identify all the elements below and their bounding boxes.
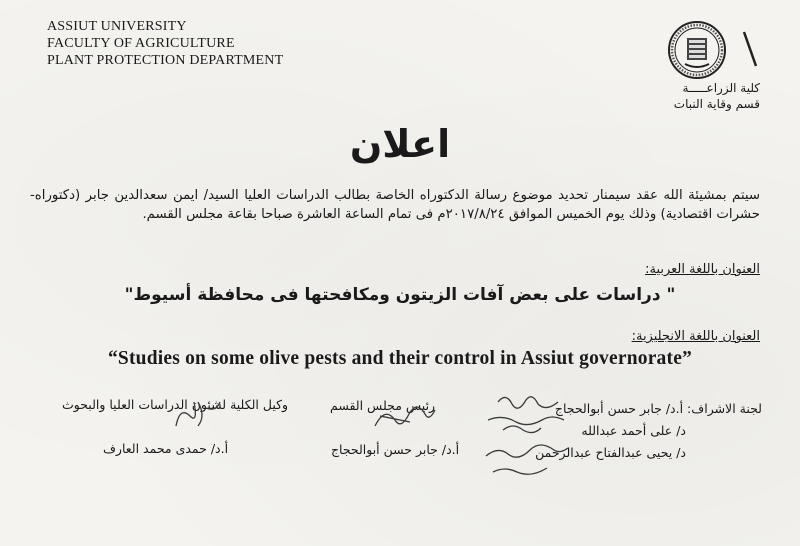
pen-mark-icon xyxy=(740,30,760,70)
supervisor-2: د/ على أحمد عبدالله xyxy=(581,423,686,438)
vice-dean-signature xyxy=(168,396,228,436)
arabic-faculty-name: كلية الزراعـــــة xyxy=(682,81,760,95)
arabic-letterhead xyxy=(674,80,760,112)
arabic-title-label: العنوان باللغة العربية: xyxy=(645,262,760,277)
supervision-label: لجنة الاشراف: xyxy=(687,401,762,416)
english-title-label: العنوان باللغة الانجليزية: xyxy=(631,329,760,344)
faculty-seal-logo xyxy=(667,20,727,80)
faculty-name: FACULTY OF AGRICULTURE xyxy=(47,36,235,51)
department-head-name: أ.د/ جابر حسن أبوالحجاج xyxy=(330,442,460,457)
supervisor-signatures xyxy=(478,390,588,485)
vice-dean-block xyxy=(62,394,289,460)
department-name: PLANT PROTECTION DEPARTMENT xyxy=(47,53,284,68)
supervisor-1: أ.د/ جابر حسن أبوالحجاج xyxy=(554,401,684,416)
english-letterhead xyxy=(47,18,283,69)
department-head-title: رئيس مجلس القسم xyxy=(330,398,436,413)
vice-dean-name: أ.د/ حمدى محمد العارف xyxy=(102,441,229,456)
announcement-title: اعلان xyxy=(349,122,451,166)
university-name: ASSIUT UNIVERSITY xyxy=(47,19,187,34)
english-thesis-title: “Studies on some olive pests and their control in Assiut governorate” xyxy=(107,348,692,369)
arabic-department-name: قسم وقاية النبات xyxy=(673,97,760,111)
announcement-paragraph: سيتم بمشيئة الله عقد سيمنار تحديد موضوع رسالة الدكتوراه الخاصة بطالب الدراسات العليا السيد/ ايمن سعدالدين جابر (دكتوراه- حشرات اقتصادية) وذلك يوم الخميس الموافق ٢٠١٧/٨/٢٤م فى تمام الساعة العاشرة صباحا بقاعة مجلس القسم. xyxy=(30,188,760,222)
supervisor-3: د/ يحيى عبدالفتاح عبدالرحمن xyxy=(535,445,686,460)
department-head-signature xyxy=(370,396,440,436)
arabic-thesis-title: " دراسات على بعض آفات الزيتون ومكافحتها فى محافظة أسيوط" xyxy=(124,285,676,305)
vice-dean-title: وكيل الكلية لشئون الدراسات العليا والبحوث xyxy=(62,397,289,412)
